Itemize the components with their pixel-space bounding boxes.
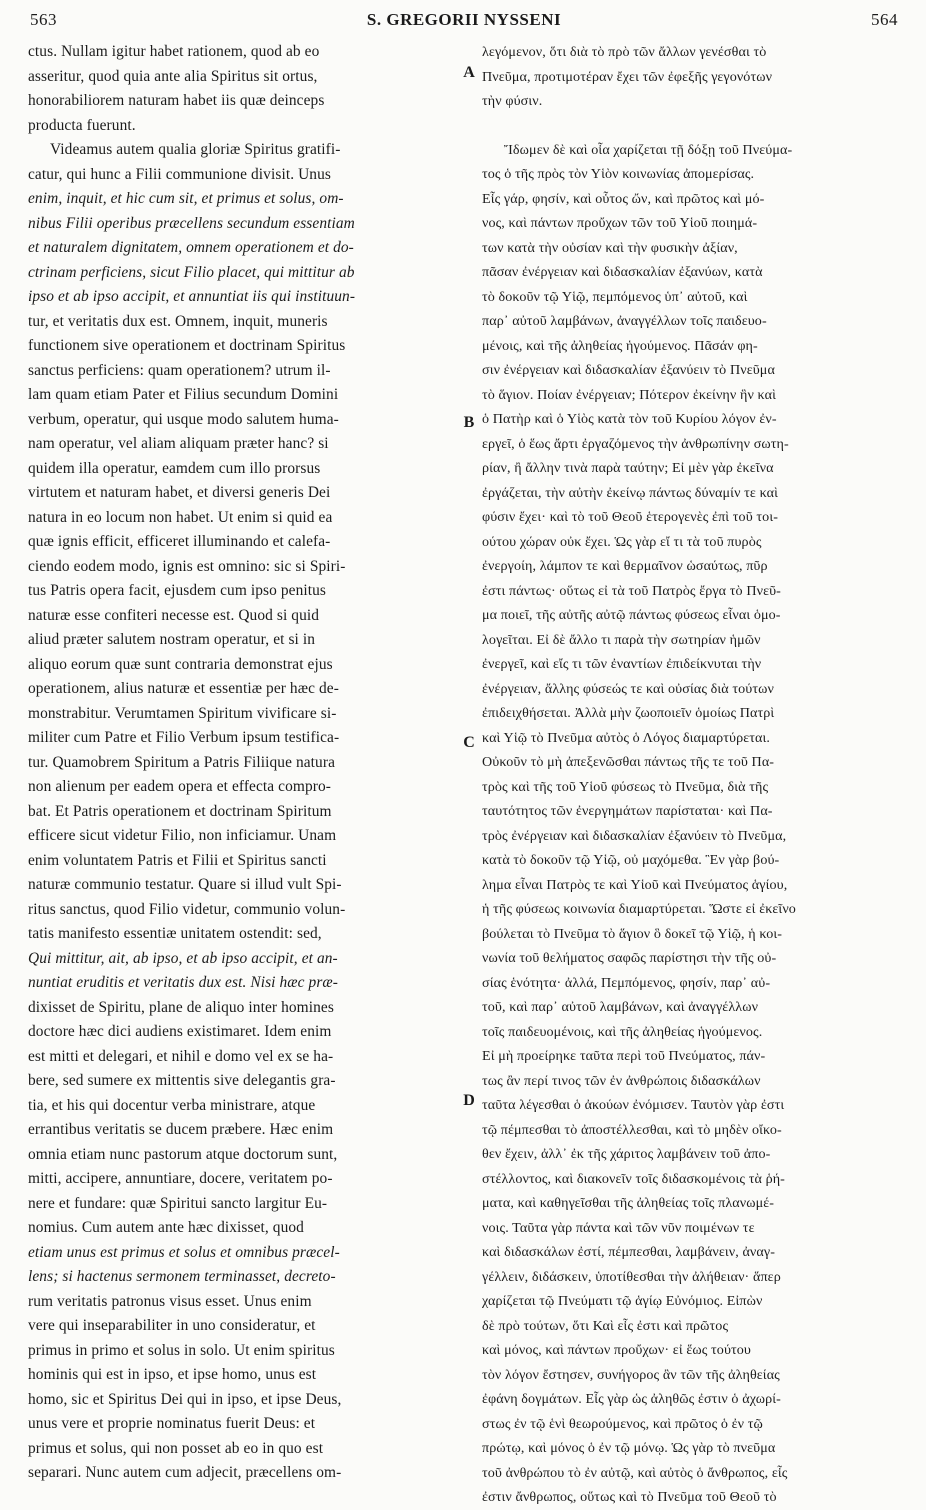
text-line: verbum, operatur, qui usque modo salutem huma-: [28, 410, 339, 428]
text-line: θεν ἔχειν, ἀλλ᾽ ἐκ τῆς χάριτος λαμβάνειν τοῦ ἀπο-: [482, 1146, 771, 1162]
text-line: nam operatur, vel aliam aliquam præter hanc? si: [28, 435, 329, 452]
text-line: ἐστιν ἄνθρωπος, οὕτως καὶ τὸ Πνεῦμα τοῦ Θεοῦ τὸ: [482, 1489, 777, 1505]
text-line: τῷ πέμπεσθαι τὸ ἀποστέλλεσθαι, καὶ τὸ μηδὲν οἴκο-: [482, 1121, 782, 1138]
text-line: omnia etiam nunc pastorum atque doctorum sunt,: [28, 1145, 338, 1163]
text-line: naturæ esse confiteri necesse est. Quod si quid: [28, 606, 320, 624]
text-line: Ἴδωμεν δὲ καὶ οἷα χαρίζεται τῇ δόξῃ τοῦ Πνεύμα-: [504, 141, 793, 158]
text-line: στως ἐν τῷ ἑνὶ θεωρούμενος, καὶ πρῶτος ὁ ἐν τῷ: [482, 1415, 763, 1432]
text-line: τὸν λόγον ἔστησεν, συνήγορος ἂν τῶν τῆς ἀληθείας: [482, 1366, 780, 1383]
text-line: tur, et veritatis dux est. Omnem, inquit, muneris: [28, 312, 328, 330]
text-line: τοῦ ἀνθρώπου τὸ ἐν αὐτῷ, καὶ αὐτὸς ὁ ἄνθρωπος, εἷς: [482, 1464, 788, 1481]
text-line: ταυτότητος τῶν ἐνεργημάτων παρίσταται· καὶ Πα-: [482, 803, 773, 819]
section-mark-a: A: [463, 64, 475, 81]
text-line: ἐστι πάντως· οὕτως εἰ τὰ τοῦ Πατρὸς ἔργα τὸ Πνεῦ-: [482, 582, 781, 599]
text-line: παρ᾽ αὐτοῦ λαμβάνων, ἀναγγέλλων τοῖς παιδευο-: [482, 313, 767, 329]
text-line: honorabiliorem naturam habet iis quæ deinceps: [28, 92, 325, 109]
text-line: ρίαν, ἢ ἄλλην τινὰ παρὰ ταύτην; Εἰ μὲν γὰρ ἐκεῖνα: [482, 460, 774, 476]
text-line: εργεῖ, ὁ ἕως ἄρτι ἐργαζόμενος τὴν ἀνθρωπίνην σωτη-: [482, 435, 789, 452]
text-line: ἐπιδειχθήσεται. Ἀλλὰ μὴν ζωοποιεῖν ὁμοίως Πατρὶ: [482, 705, 775, 721]
text-line: militer cum Patre et Filio Verbum ipsum testifica-: [28, 729, 340, 746]
text-line: unus vere et proprie nominatus fuerit Deus: et: [28, 1415, 316, 1432]
text-line: Qui mittitur, ait, ab ipso, et ab ipso accipit, et an-: [28, 949, 338, 967]
text-line: μένοις, καὶ τῆς ἀληθείας ἡγούμενος. Πᾶσάν φη-: [482, 337, 758, 354]
text-line: ctus. Nullam igitur habet rationem, quod ab eo: [28, 43, 320, 60]
text-line: Οὐκοῦν τὸ μὴ ἀπεξενῶσθαι πάντως τῆς τε τοῦ Πα-: [482, 754, 775, 770]
text-line: aliquo eorum quæ sunt contraria demonstrat ejus: [28, 655, 333, 673]
text-line: καὶ μόνος, καὶ πάντων προὔχων· εἰ ἕως τούτου: [482, 1342, 752, 1358]
text-line: σιν ἐνέργειαν καὶ διδασκαλίαν ἐξανύειν τὸ Πνεῦμα: [482, 362, 775, 378]
text-line: efficere sicut videtur Filio, non inficiamur. Unam: [28, 827, 337, 844]
text-line: νος, καὶ πάντων προὔχων τῶν τοῦ Υἱοῦ ποιημά-: [482, 215, 758, 231]
text-line: enim voluntatem Patris et Filii et Spiritus sancti: [28, 851, 327, 869]
text-line: non alienum per eadem opera et effecta compro-: [28, 778, 332, 795]
text-line: est mitti et delegari, et nihil e domo vel ex se ha-: [28, 1047, 334, 1065]
text-line: Εἷς γάρ, φησίν, καὶ οὗτος ὤν, καὶ πρῶτος καὶ μό-: [482, 190, 765, 207]
text-line: tur. Quamobrem Spiritum a Patris Filiique natura: [28, 753, 336, 771]
text-line: λημα εἶναι Πατρὸς τε καὶ Υἱοῦ καὶ Πνεύματος ἁγίου,: [482, 876, 788, 893]
text-line: πᾶσαν ἐνέργειαν καὶ διδασκαλίαν ἐξανύων, κατὰ: [482, 264, 763, 280]
text-line: quidem illa operatur, eamdem cum illo prorsus: [28, 459, 321, 477]
text-line: tia, et his qui docentur verba ministrare, atque: [28, 1096, 316, 1114]
text-line: homo, sic et Spiritus Dei qui in ipso, et ipse Deus,: [28, 1390, 342, 1408]
text-line: functionem sive operationem et doctrinam Spiritus: [28, 337, 346, 354]
text-line: ἐφάνη δογμάτων. Εἷς γὰρ ὡς ἀληθῶς ἐστιν ὁ ἀχωρί-: [482, 1391, 781, 1407]
text-line: δὲ πρὸ τούτων, ὅτι Καὶ εἷς ἐστι καὶ πρῶτος: [482, 1317, 729, 1334]
text-line: νοις. Ταῦτα γὰρ πάντα καὶ τῶν νῦν ποιμένων τε: [482, 1219, 755, 1236]
text-line: ἡ τῆς φύσεως κοινωνία διαμαρτύρεται. Ὥστε εἰ ἐκεῖνο: [482, 901, 796, 917]
text-line: τοῖς παιδευομένοις, καὶ τῆς ἀληθείας ἡγούμενος.: [482, 1023, 763, 1040]
text-line: ipso et ab ipso accipit, et annuntiat iis qui instituun-: [28, 288, 356, 305]
text-line: virtutem et naturam habet, et diversi generis Dei: [28, 484, 331, 501]
text-line: καὶ Υἱῷ τὸ Πνεῦμα αὐτὸς ὁ Λόγος διαμαρτύρεται.: [482, 729, 771, 746]
page-number-right: 564: [871, 10, 898, 29]
text-line: monstrabitur. Verumtamen Spiritum vivificare si-: [28, 704, 337, 722]
text-line: ματα, καὶ καθηγεῖσθαι τῆς ἀληθείας τοῖς πλανωμέ-: [482, 1195, 775, 1211]
section-mark-b: B: [463, 414, 475, 431]
text-line: φύσιν ἔχει· καὶ τὸ τοῦ Θεοῦ ἑτερογενὲς ἐπὶ τοῦ τοι-: [482, 509, 779, 525]
text-line: σίας ἑνότητα· ἀλλά, Πεμπόμενος, φησίν, παρ᾽ αὐ-: [482, 974, 771, 991]
text-line: etiam unus est primus et solus et omnibus præcel-: [28, 1243, 340, 1261]
text-line: quæ ignis efficit, efficeret illuminando et calefa-: [28, 533, 331, 550]
page-header: [30, 8, 898, 32]
text-line: bat. Et Patris operationem et doctrinam Spiritum: [28, 802, 332, 820]
text-line: Πνεῦμα, προτιμοτέραν ἔχει τῶν ἐφεξῆς γεγονότων: [482, 68, 773, 85]
text-line: Εἰ μὴ προείρηκε ταῦτα περὶ τοῦ Πνεύματος, πάν-: [482, 1048, 766, 1064]
section-mark-d: D: [463, 1092, 475, 1109]
text-line: aliud præter salutem nostram operatur, et si in: [28, 631, 316, 648]
text-line: primus et solus, qui non posset ab eo in quo est: [28, 1439, 324, 1457]
text-line: πρώτῳ, καὶ μόνος ὁ ἐν τῷ μόνῳ. Ὡς γὰρ τὸ πνεῦμα: [482, 1440, 776, 1456]
text-line: βούλεται τὸ Πνεῦμα τὸ ἅγιον ὃ δοκεῖ τῷ Υἱῷ, ἡ κοι-: [482, 925, 783, 942]
text-line: primus in primo et solus in solo. Ut enim spiritus: [28, 1341, 335, 1359]
text-line: καὶ διδασκάλων ἐστί, πέμπεσθαι, λαμβάνειν, ἀναγ-: [482, 1244, 776, 1260]
text-line: λεγόμενον, ὅτι διὰ τὸ πρὸ τῶν ἄλλων γενέσθαι τὸ: [482, 44, 767, 60]
text-line: νωνία τοῦ θελήματος σαφῶς παρίστησι τὴν τῆς οὐ-: [482, 950, 777, 966]
text-line: hominis qui est in ipso, et ipse homo, unus est: [28, 1366, 317, 1383]
text-line: ctrinam perficiens, sicut Filio placet, qui mittitur ab: [28, 263, 355, 281]
latin-text-column: [28, 40, 458, 1486]
text-line: τρὸς καὶ τῆς τοῦ Υἱοῦ φύσεως τὸ Πνεῦμα, διὰ τῆς: [482, 778, 769, 795]
text-line: τως ἂν περί τινος τῶν ἐν ἀνθρώποις διδασκάλων: [482, 1072, 761, 1089]
greek-text-column: [482, 40, 898, 1510]
text-line: doctore hæc dici audiens existimaret. Idem enim: [28, 1023, 332, 1040]
text-line: λογεῖται. Εἰ δὲ ἄλλο τι παρὰ τὴν σωτηρίαν ἡμῶν: [482, 631, 761, 648]
text-line: asseritur, quod quia ante alia Spiritus sit ortus,: [28, 67, 318, 85]
text-line: ἐνεργεῖ, καὶ εἴς τι τῶν ἐναντίων ἐπιδείκνυται τὴν: [482, 656, 762, 672]
text-line: τος ὁ τῆς πρὸς τὸν Υἱὸν κοινωνίας ἀπομερίσας.: [482, 166, 755, 182]
text-line: catur, qui hunc a Filii communione divisit. Unus: [28, 165, 331, 183]
text-line: ούτου χώραν οὐκ ἔχει. Ὡς γὰρ εἴ τι τὰ τοῦ πυρὸς: [482, 533, 762, 550]
text-line: natura in eo locum non habet. Ut enim si quid ea: [28, 508, 333, 526]
text-line: κατὰ τὸ δοκοῦν τῷ Υἱῷ, οὐ μαχόμεθα. Ἓν γὰρ βού-: [482, 852, 780, 868]
text-line: ταῦτα λέγεσθαι ὁ ἀκούων ἐνόμισεν. Ταυτὸν γὰρ ἐστι: [482, 1097, 785, 1113]
text-line: τρὸς ἐνέργειαν καὶ διδασκαλίαν ἐξανύειν τὸ Πνεῦμα,: [482, 827, 787, 844]
text-line: τὸ ἅγιον. Ποίαν ἐνέργειαν; Πότερον ἐκείνην ἣν καὶ: [482, 386, 777, 403]
text-line: ἐργάζεται, τὴν αὐτὴν ἐκείνῳ πάντως δύναμίν τε καὶ: [482, 484, 779, 501]
text-line: των κατὰ τὴν οὐσίαν καὶ τὴν φυσικὴν ἀξίαν,: [482, 239, 738, 256]
text-line: ἐνεργοίη, λάμπον τε καὶ θερμαῖνον ὡσαύτως, πῦρ: [482, 558, 768, 574]
text-line: στέλλοντος, καὶ διακονεῖν τοῖς διδασκομένοις τὰ ῥή-: [482, 1170, 785, 1187]
text-line: dixisset de Spiritu, plane de aliquo inter homines: [28, 998, 334, 1016]
text-line: Videamus autem qualia gloriæ Spiritus gratifi-: [50, 141, 341, 158]
text-line: lam quam etiam Pater et Filius secundum Domini: [28, 386, 339, 403]
text-line: τοῦ, καὶ παρ᾽ αὐτοῦ λαμβάνων, καὶ ἀναγγέλλων: [482, 999, 759, 1015]
text-line: operationem, alius naturæ et essentiæ per hæc de-: [28, 680, 339, 697]
text-line: χαρίζεται τῷ Πνεύματι τῷ ἁγίῳ Εὐνόμιος. Εἰπὼν: [482, 1293, 763, 1309]
text-line: τὸ δοκοῦν τῷ Υἱῷ, πεμπόμενος ὑπ᾽ αὐτοῦ, καὶ: [482, 288, 748, 305]
text-line: bere, sed sumere ex mittentis sive delegantis gra-: [28, 1072, 336, 1089]
text-line: et naturalem dignitatem, omnem operationem et do-: [28, 239, 354, 256]
text-line: ἐνέργειαν, ἄλλης φύσεώς τε καὶ οὐσίας διὰ τούτων: [482, 680, 774, 697]
text-line: producta fuerunt.: [28, 116, 136, 134]
text-line: nere et fundare: quæ Spiritui sancto largitur Eu-: [28, 1194, 328, 1212]
text-line: nuntiat eruditis et veritatis dux est. Nisi hæc præ-: [28, 974, 339, 991]
text-line: enim, inquit, et hic cum sit, et primus et solus, om-: [28, 190, 344, 207]
text-line: nomius. Cum autem ante hæc dixisset, quod: [28, 1219, 304, 1236]
text-line: vere qui inseparabiliter in uno consideratur, et: [28, 1317, 316, 1334]
running-title: S. GREGORII NYSSENI: [366, 10, 562, 29]
section-mark-c: C: [463, 734, 475, 751]
text-line: naturæ communio testatur. Quare si illud vult Spi-: [28, 876, 342, 893]
text-line: tatis manifesto essentiæ unitatem ostendit: sed,: [28, 925, 322, 942]
page-number-left: 563: [30, 10, 57, 29]
text-line: mitti, accipere, annuntiare, docere, veritatem po-: [28, 1170, 333, 1187]
text-line: ritus sanctus, quod Filio videtur, communio volun-: [28, 900, 346, 918]
text-line: tus Patris opera facit, ejusdem cum ipso penitus: [28, 582, 327, 599]
text-line: rum veritatis patronus visus esset. Unus enim: [28, 1292, 312, 1310]
text-line: γέλλειν, διδάσκειν, ὑποτίθεσθαι τὴν ἀλήθειαν· ἅπερ: [482, 1268, 781, 1285]
text-line: lens; si hactenus sermonem terminasset, decreto-: [28, 1268, 336, 1285]
text-line: nibus Filii operibus præcellens secundum essentiam: [28, 214, 355, 232]
text-line: separari. Nunc autem cum adjecit, præcellens om-: [28, 1464, 342, 1481]
text-line: τὴν φύσιν.: [482, 93, 543, 109]
text-line: sanctus perficiens: quam operationem? utrum il-: [28, 361, 331, 379]
text-line: ὁ Πατὴρ καὶ ὁ Υἱὸς κατὰ τὸν τοῦ Κυρίου λόγον ἐν-: [482, 411, 777, 427]
text-line: ciendo eodem modo, ignis est omnino: sic si Spiri-: [28, 557, 346, 575]
text-line: μα ποιεῖ, τῆς αὐτῆς αὐτῷ πάντως φύσεως εἶναι ὁμο-: [482, 607, 781, 623]
text-line: errantibus veritatis se ducem præbere. Hæc enim: [28, 1121, 334, 1138]
